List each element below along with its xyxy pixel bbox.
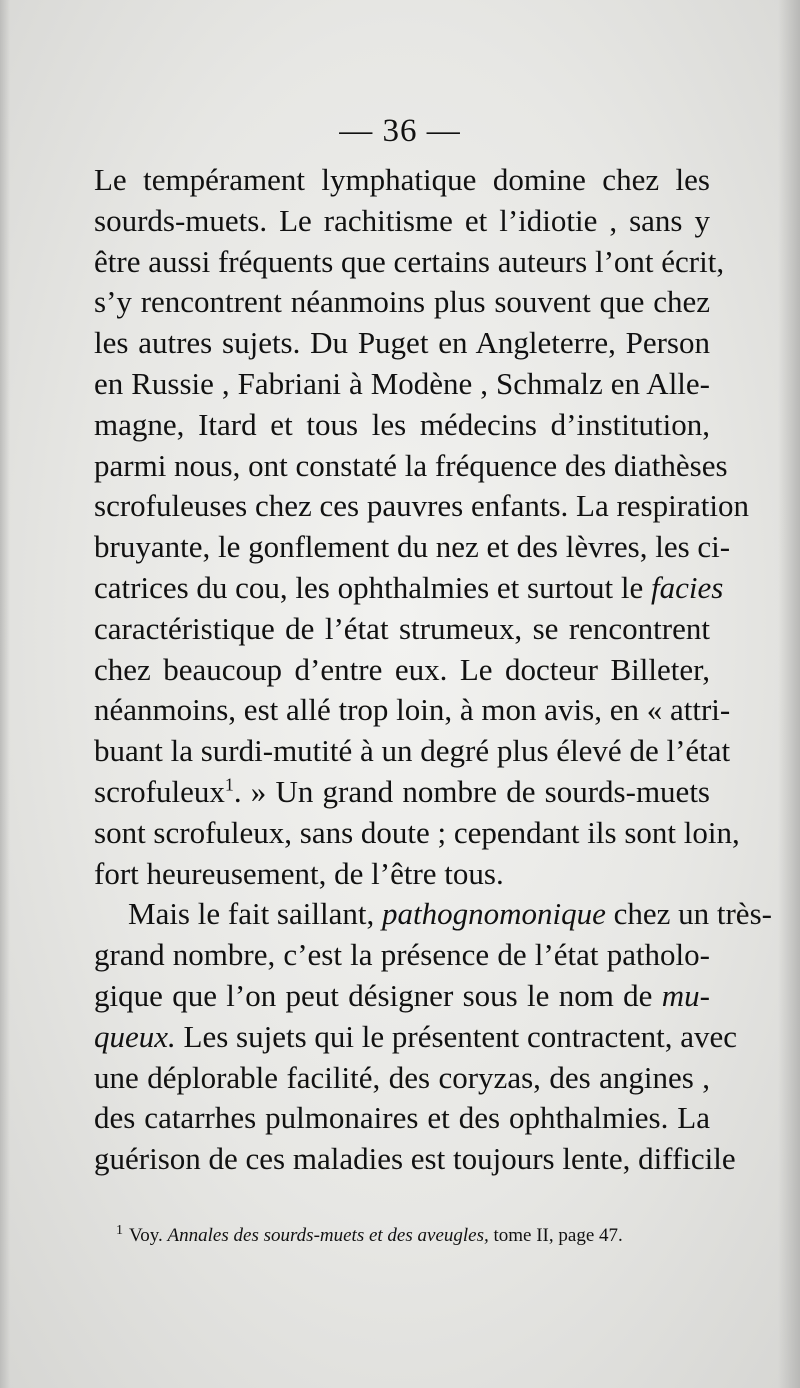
text-line: s’y rencontrent néanmoins plus souvent que chez bbox=[94, 284, 710, 320]
text-segment: . » Un grand nombre de sourds-muets bbox=[233, 773, 710, 809]
footnote-prefix: Voy. bbox=[129, 1225, 163, 1246]
italic-word: mu- bbox=[661, 977, 710, 1013]
text-segment: chez un très- bbox=[605, 896, 772, 932]
italic-word: pathognomonique bbox=[381, 896, 606, 932]
text-line-with-italic bbox=[94, 568, 724, 609]
text-segment: Les sujets qui le présentent contractent, avec bbox=[183, 1018, 738, 1054]
text-line: une déplorable facilité, des coryzas, des angines , bbox=[94, 1059, 710, 1095]
text-line: sont scrofuleux, sans doute ; cependant ils sont loin, bbox=[94, 814, 740, 850]
text-line: Le tempérament lymphatique domine chez les bbox=[94, 162, 710, 197]
text-line: en Russie , Fabriani à Modène , Schmalz en Alle- bbox=[94, 365, 710, 401]
text-line: scrofuleuses chez ces pauvres enfants. La respiration bbox=[94, 488, 750, 524]
text-line: grand nombre, c’est la présence de l’état patholo- bbox=[94, 937, 710, 973]
text-line: caractéristique de l’état strumeux, se rencontrent bbox=[94, 610, 710, 646]
footnote-number: 1 bbox=[116, 1222, 123, 1238]
page-edge-shadow-right bbox=[778, 0, 800, 1388]
footnote-reference[interactable]: 1 bbox=[224, 774, 234, 795]
text-segment: scrofuleux bbox=[94, 773, 225, 809]
text-line: être aussi fréquents que certains auteurs l’ont écrit, bbox=[94, 243, 725, 279]
text-line: parmi nous, ont constaté la fréquence des diathèses bbox=[94, 447, 728, 483]
footnote-suffix: tome II, page 47. bbox=[493, 1225, 623, 1246]
text-line: des catarrhes pulmonaires et des ophthalmies. La bbox=[94, 1100, 710, 1136]
page-number: — 36 — bbox=[339, 113, 461, 149]
text-line-with-italic bbox=[94, 976, 710, 1017]
text-line: néanmoins, est allé trop loin, à mon avis, en « attri- bbox=[94, 692, 731, 728]
text-segment: Mais le fait saillant, bbox=[128, 896, 375, 932]
text-segment: catrices du cou, les ophthalmies et surtout le bbox=[94, 569, 644, 605]
footnote-title: Annales des sourds-muets et des aveugles, bbox=[167, 1225, 489, 1246]
page-edge-shadow-left bbox=[0, 0, 10, 1388]
text-line: les autres sujets. Du Puget en Angleterre, Person bbox=[94, 325, 710, 361]
text-line: sourds-muets. Le rachitisme et l’idiotie , sans y bbox=[94, 202, 710, 238]
text-line: chez beaucoup d’entre eux. Le docteur Billeter, bbox=[94, 651, 710, 687]
body-text bbox=[94, 160, 772, 1180]
italic-word: queux. bbox=[94, 1018, 176, 1054]
text-line: fort heureusement, de l’être tous. bbox=[94, 855, 504, 891]
text-line: buant la surdi-mutité à un degré plus élevé de l’état bbox=[94, 733, 731, 769]
text-segment: gique que l’on peut désigner sous le nom de bbox=[94, 977, 653, 1013]
footnote bbox=[116, 1222, 710, 1250]
text-line-with-italic bbox=[94, 894, 772, 935]
italic-word: facies bbox=[651, 569, 724, 605]
text-line: bruyante, le gonflement du nez et des lèvres, les ci- bbox=[94, 529, 731, 565]
text-line: guérison de ces maladies est toujours lente, difficile bbox=[94, 1141, 736, 1177]
text-line-with-footnote-ref bbox=[94, 772, 710, 813]
text-line-with-italic bbox=[94, 1017, 738, 1058]
text-line: magne, Itard et tous les médecins d’institution, bbox=[94, 406, 710, 442]
